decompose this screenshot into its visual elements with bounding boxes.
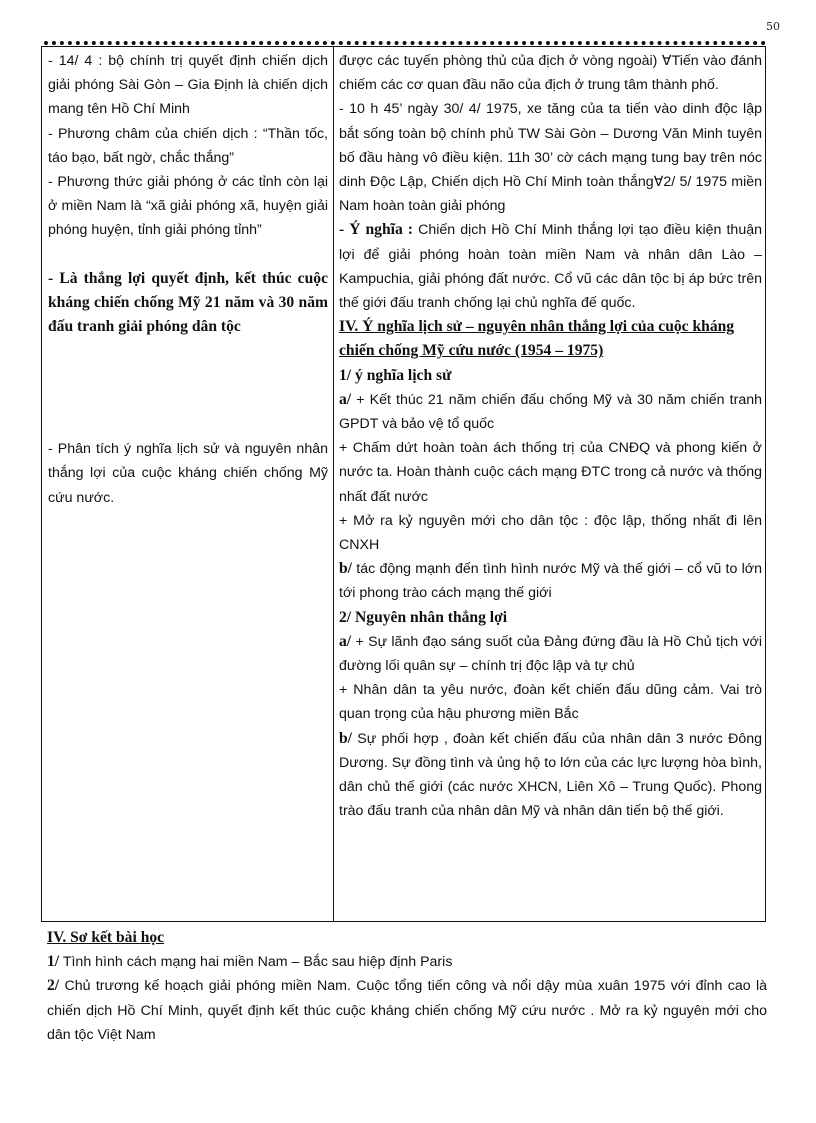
- meaning-a-item-2: + Chấm dứt hoàn toàn ách thống trị của CNĐQ và phong kiến ở nước ta. Hoàn thành cuộc cách mạng ĐTC trong cả nước và thống nhất đất nước: [339, 440, 762, 505]
- column-divider: [333, 47, 334, 921]
- section-iv-heading: IV. Ý nghĩa lịch sử – nguyên nhân thắng lợi của cuộc kháng chiến chống Mỹ cứu nước (1954 – 1975): [339, 318, 735, 360]
- summary-1-text: Tình hình cách mạng hai miền Nam – Bắc sau hiệp định Paris: [59, 954, 453, 971]
- left-paragraph-5: - Phân tích ý nghĩa lịch sử và nguyên nhân thắng lợi của cuộc kháng chiến chống Mỹ cứu nước.: [48, 441, 328, 506]
- cause-b-item: [339, 727, 762, 824]
- item-a-text: + Kết thúc 21 năm chiến đấu chống Mỹ và 30 năm chiến tranh GPDT và bảo vệ tổ quốc: [339, 391, 762, 433]
- cause-b-label: b/: [339, 729, 353, 747]
- content-table: [41, 46, 766, 922]
- summary-2-text: Chủ trương kế hoạch giải phóng miền Nam. Cuộc tổng tiến công và nổi dậy mùa xuân 1975 với đỉnh cao là chiến dịch Hồ Chí Minh, quyết định kết thúc cuộc kháng chiến chống Mỹ cứu nước . Mở ra kỷ nguyên mới cho dân tộc Việt Nam: [47, 978, 767, 1043]
- cause-a-item-2: + Nhân dân ta yêu nước, đoàn kết chiến đấu dũng cảm. Vai trò quan trọng của hậu phương miền Bắc: [339, 682, 762, 723]
- lesson-summary: [47, 926, 767, 1047]
- spacer: [48, 339, 328, 437]
- dotted-rule-divider: [44, 41, 766, 45]
- meaning-b-item: [339, 557, 762, 605]
- right-column: [339, 49, 762, 824]
- item-b-text: tác động mạnh đến tình hình nước Mỹ và thế giới – cổ vũ to lớn tới phong trào cách mạng thế giới: [339, 561, 762, 602]
- meaning-a-item: [339, 388, 762, 436]
- cause-b-text: Sự phối hợp , đoàn kết chiến đấu của nhân dân 3 nước Đông Dương. Sự đồng tình và ủng hộ to lớn của các lực lượng hòa bình, dân chủ thế giới (các nước XHCN, Liên Xô – Trung Quốc). Phong trào đấu tranh của nhân dân Mỹ và nhân dân tiến bộ thế giới.: [339, 730, 762, 820]
- cause-a-text: + Sự lãnh đạo sáng suốt của Đảng đứng đầu là Hồ Chủ tịch với đường lối quân sự – chính trị độc lập và tự chủ: [339, 633, 762, 675]
- summary-1-label: 1/: [47, 953, 60, 971]
- left-column: [48, 49, 328, 510]
- subheading-causes: 2/ Nguyên nhân thắng lợi: [339, 608, 508, 626]
- cause-a-label: a/: [339, 632, 352, 650]
- summary-2-label: 2/: [47, 977, 60, 995]
- right-meaning-paragraph: [339, 218, 762, 315]
- left-conclusion: - Là thắng lợi quyết định, kết thúc cuộc kháng chiến chống Mỹ 21 năm và 30 năm đấu tranh giải phóng dân tộc: [48, 269, 328, 336]
- spacer: [48, 243, 328, 267]
- page-number: 50: [766, 20, 780, 33]
- item-b-label: b/: [339, 560, 353, 578]
- left-paragraph-2: - Phương châm của chiến dịch : “Thần tốc, táo bạo, bất ngờ, chắc thắng”: [48, 125, 328, 166]
- meaning-a-item-3: + Mở ra kỷ nguyên mới cho dân tộc : độc lập, thống nhất đi lên CNXH: [339, 512, 762, 554]
- summary-item-1: [47, 950, 767, 974]
- left-paragraph-1: - 14/ 4 : bộ chính trị quyết định chiến dịch giải phóng Sài Gòn – Gia Định là chiến dịch mang tên Hồ Chí Minh: [48, 53, 328, 118]
- right-paragraph-2: - 10 h 45’ ngày 30/ 4/ 1975, xe tăng của ta tiến vào dinh độc lập bắt sống toàn bộ chính phủ TW Sài Gòn – Dương Văn Minh tuyên bố đầu hàng vô điều kiện. 11h 30’ cờ cách mạng tung bay trên nóc dinh Độc Lập, Chiến dịch Hồ Chí Minh toàn thắng∀2/ 5/ 1975 miền Nam hoàn toàn giải phóng: [339, 101, 762, 215]
- meaning-text: Chiến dịch Hồ Chí Minh thắng lợi tạo điều kiện thuận lợi để giải phóng hoàn toàn miền Nam và nhân dân Lào – Kampuchia, giải phóng đất nước. Cổ vũ các dân tộc bị áp bức trên thế giới đấu tranh chống lại chủ nghĩa đế quốc.: [339, 222, 762, 312]
- item-a-label: a/: [339, 390, 352, 408]
- subheading-historical-meaning: 1/ ý nghĩa lịch sử: [339, 366, 452, 384]
- summary-heading: IV. Sơ kết bài học: [47, 929, 165, 946]
- right-paragraph-1: được các tuyến phòng thủ của địch ở vòng ngoài) ∀Tiến vào đánh chiếm các cơ quan đầu não của địch ở trung tâm thành phố.: [339, 53, 762, 94]
- summary-item-2: [47, 974, 767, 1047]
- cause-a-item: [339, 630, 762, 678]
- meaning-label: - Ý nghĩa :: [339, 221, 413, 239]
- left-paragraph-3: - Phương thức giải phóng ở các tỉnh còn lại ở miền Nam là “xã giải phóng xã, huyện giải phóng huyện, tỉnh giải phóng tỉnh”: [48, 174, 328, 239]
